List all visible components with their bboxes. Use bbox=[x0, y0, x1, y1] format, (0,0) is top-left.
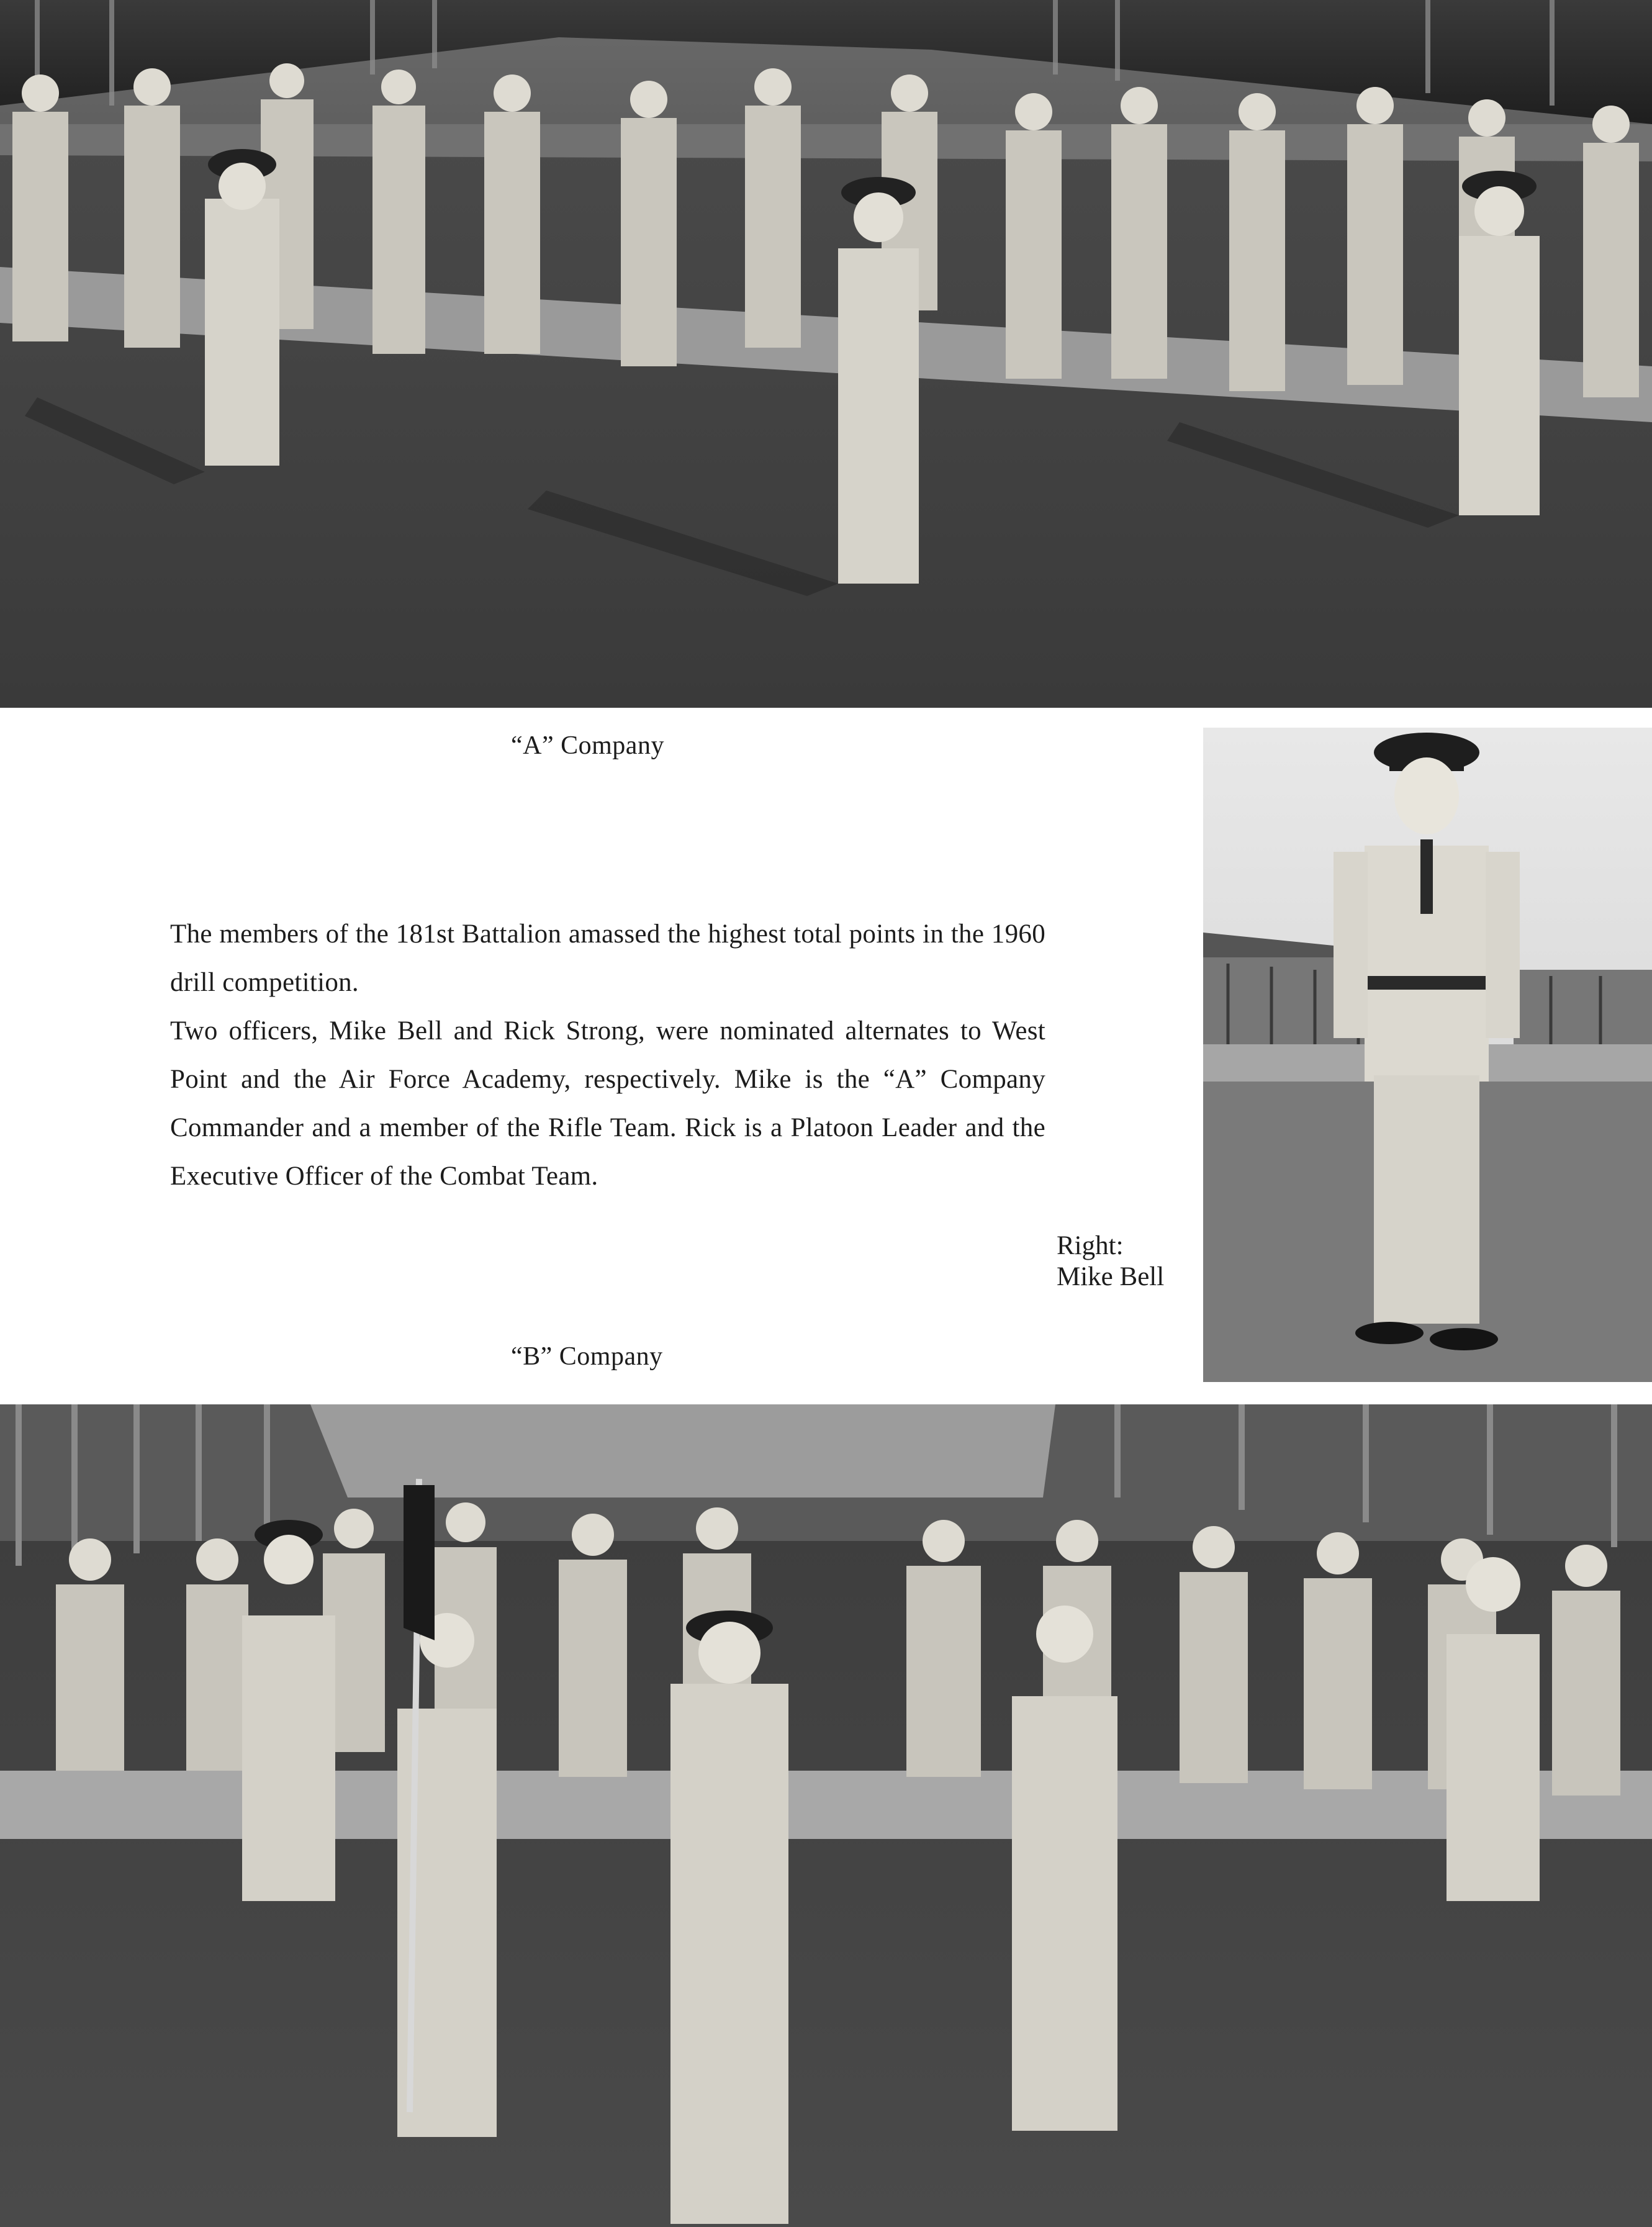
cadet-formation-photo-icon bbox=[0, 0, 1652, 708]
article-body bbox=[170, 910, 1045, 1201]
b-company-caption: “B” Company bbox=[511, 1342, 663, 1371]
portrait-caption bbox=[1057, 1231, 1164, 1293]
portrait-caption-name: Mike Bell bbox=[1057, 1262, 1165, 1291]
a-company-caption: “A” Company bbox=[511, 731, 664, 760]
b-company-photo bbox=[0, 1404, 1652, 2227]
body-paragraph-2: Two officers, Mike Bell and Rick Strong, were nominated alternates to West Point and the Air Force Academy, respectively. Mike is the “A” Company Commander and a member of the Rifle Team. Rick is a Platoon Leader and the Executive Officer of the Combat Team. bbox=[170, 1016, 1045, 1191]
portrait-caption-label: Right: bbox=[1057, 1231, 1124, 1260]
mike-bell-photo bbox=[1203, 728, 1652, 1382]
cadet-formation-photo-icon bbox=[0, 1404, 1652, 2227]
a-company-photo bbox=[0, 0, 1652, 708]
officer-portrait-photo-icon bbox=[1203, 728, 1652, 1382]
body-paragraph-1: The members of the 181st Battalion amassed the highest total points in the 1960 drill competition. bbox=[170, 919, 1045, 997]
